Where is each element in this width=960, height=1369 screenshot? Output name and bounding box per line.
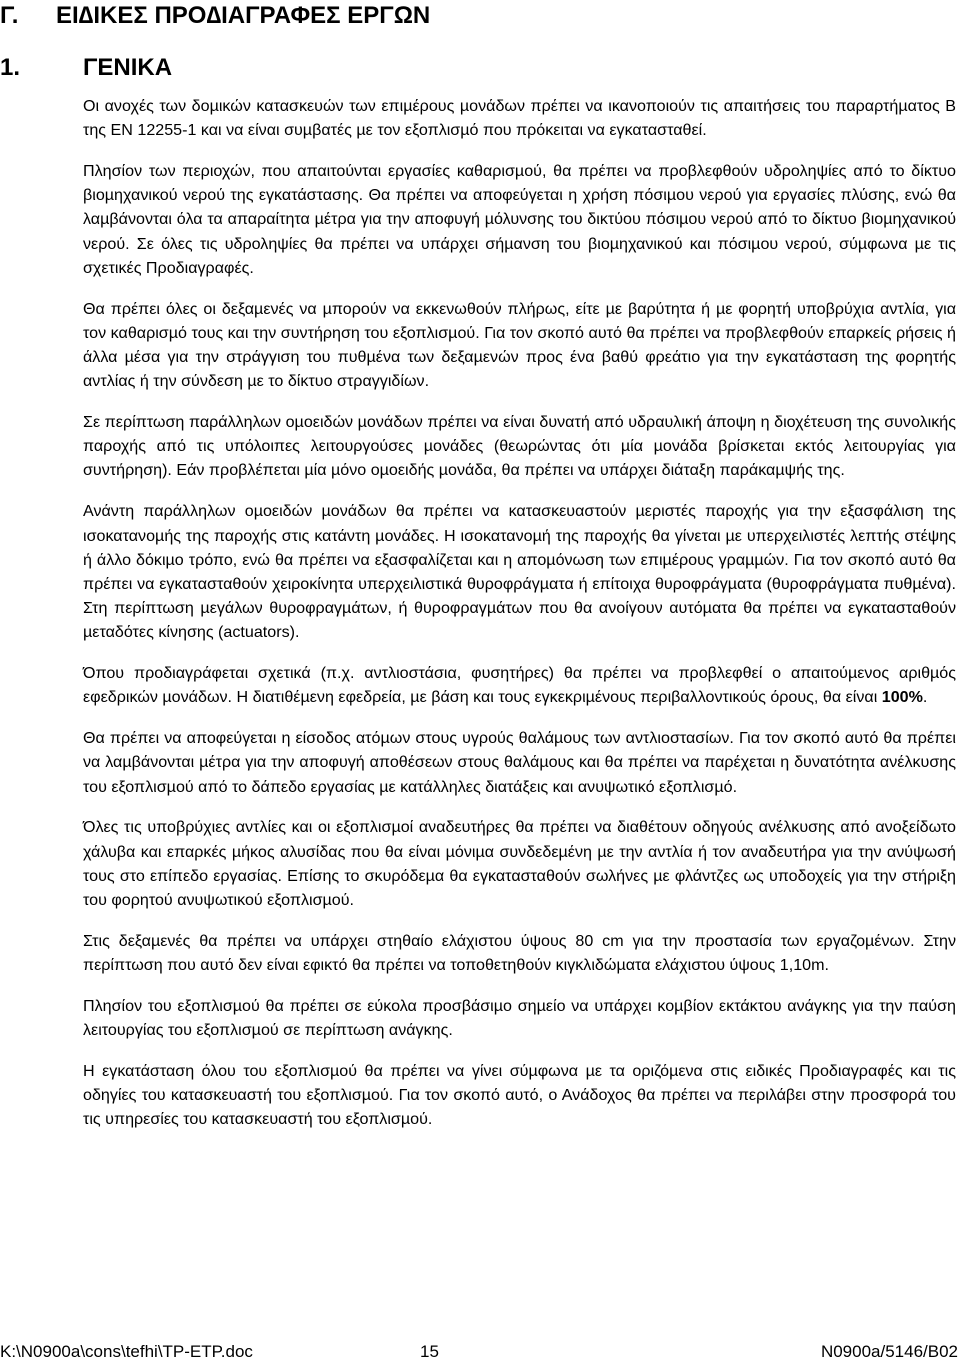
paragraph-tail: . [922,688,928,707]
paragraph: Πλησίον των περιοχών, που απαιτούνται εργασίες καθαρισµού, θα πρέπει να προβλεφθούν υδροληψίες από το δίκτυο βιοµηχανικού νερού της εγκατάστασης. Θα πρέπει να αποφεύγεται η χρήση πόσιµου νερού για εργασίες πλύσης, ενώ θα λαµβάνονται όλα τα απαραίτητα µέτρα για την αποφυγή µόλυνσης του δικτύου πόσιµου νερού από το δίκτυο βιοµηχανικού νερού. Σε όλες τις υδροληψίες θα πρέπει να υπάρχει σήµανση του βιοµηχανικού και πόσιµου νερού, σύµφωνα µε τις σχετικές Προδιαγραφές. [83,162,956,277]
bold-value: 100% [881,688,923,707]
paragraph: Στις δεξαµενές θα πρέπει να υπάρχει στηθαίο ελάχιστου ύψους 80 cm για την προστασία των εργαζοµένων. Στην περίπτωση που αυτό δεν είναι εφικτό θα πρέπει να τοποθετηθούν κιγκλιδώµατα ελάχιστου ύψους 1,10m. [83,931,956,975]
footer-doc-code: N0900a/5146/B02 [820,1342,958,1361]
paragraph: Θα πρέπει όλες οι δεξαµενές να µπορούν να εκκενωθούν πλήρως, είτε µε βαρύτητα ή µε φορητή υποβρύχια αντλία, για τον καθαρισµό τους και την συντήρηση του εξοπλισµού. Για τον σκοπό αυτό θα πρέπει να προβλεφθούν επαρκείς ρήσεις ή άλλα µέσα για την στράγγιση του πυθµένα των δεξαµενών προς ένα βαθύ φρεάτιο για την εγκατάσταση της φορητής αντλίας ή την σύνδεση µε το δίκτυο στραγγιδίων. [83,299,956,391]
paragraph: Οι ανοχές των δοµικών κατασκευών των επιµέρους µονάδων πρέπει να ικανοποιούν τις απαιτήσεις του παραρτήµατος Β της ΕΝ 12255-1 και να είναι συµβατές µε τον εξοπλισµό που πρόκειται να εγκατασταθεί. [83,97,956,140]
paragraph: Ανάντη παράλληλων οµοειδών µονάδων θα πρέπει να κατασκευαστούν µεριστές παροχής για την εξασφάλιση της ισοκατανοµής της παροχής στις κατάντη µονάδες. Η ισοκατανοµή της παροχής θα γίνεται µε υπερχειλιστές λεπτής στέψης ή άλλο δόκιµο τρόπο, ενώ θα πρέπει να εξασφαλίζεται και η αποµόνωση των επιµέρους γραµµών. Για τον σκοπό αυτό θα πρέπει να εγκατασταθούν χειροκίνητα υπερχειλιστικά θυροφράγµατα ή επίτοιχα θυροφράγµατα (θυροφράγµατα πυθµένα). Στη περίπτωση µεγάλων θυροφραγµάτων, ή θυροφραγµάτων που θα ανοίγουν αυτόµατα θα πρέπει να εγκατασταθούν µεταδότες κίνησης (actuators). [83,502,956,642]
paragraph: Η εγκατάσταση όλου του εξοπλισµού θα πρέπει να γίνει σύµφωνα µε τα οριζόµενα στις ειδικές Προδιαγραφές και τις οδηγίες του κατασκευαστή του εξοπλισµού. Για τον σκοπό αυτό, ο Ανάδοχος θα πρέπει να περιλάβει στην προσφορά του τις υπηρεσίες του κατασκευαστή του εξοπλισµού. [83,1062,956,1129]
paragraph: Θα πρέπει να αποφεύγεται η είσοδος ατόµων στους υγρούς θαλάµους των αντλιοστασίων. Για τον σκοπό αυτό θα πρέπει να λαµβάνονται µέτρα για την αποφυγή αποθέσεων στους θαλάµους και θα πρέπει να παρέχεται η δυνατότητα ανέλκυσης του εξοπλισµού από το δάπεδο εργασίας µε κατάλληλες διατάξεις και ανυψωτικό εξοπλισµό. [83,729,956,796]
page-footer [0,1340,958,1364]
paragraph-text: Όπου προδιαγράφεται σχετικά (π.χ. αντλιοστάσια, φυσητήρες) θα πρέπει να προβλεφθεί ο απαιτούµενος αριθµός εφεδρικών µονάδων. Η διατιθέµενη εφεδρεία, µε βάση και τους εγκεκριµένους περιβαλλοντικούς όρους, θα είναι [83,664,956,707]
section-heading [0,52,172,84]
chapter-title: ΕΙ∆ΙΚΕΣ ΠΡΟ∆ΙΑΓΡΑΦΕΣ ΕΡΓΩΝ [56,2,431,29]
section-title: ΓΕΝΙΚΑ [83,54,173,81]
paragraph: Όλες τις υποβρύχιες αντλίες και οι εξοπλισµοί αναδευτήρες θα πρέπει να διαθέτουν οδηγούς ανέλκυσης από ανοξείδωτο χάλυβα και επαρκές µήκος αλυσίδας που θα είναι µόνιµα συνδεδεµένη µε την αντλία ή τον αναδευτήρα για την ανύψωσή τους στο επίπεδο εργασίας. Επίσης το σκυρόδεµα θα εγκατασταθούν σωλήνες µε φλάντζες ως υποδοχείς για την στήριξη του φορητού ανυψωτικού εξοπλισµού. [83,818,956,909]
chapter-heading [0,0,430,32]
footer-file-path: K:\N0900a\cons\tefhi\TP-ETP.doc [0,1342,253,1361]
section-number: 1. [0,54,21,81]
paragraph: Σε περίπτωση παράλληλων οµοειδών µονάδων πρέπει να είναι δυνατή από υδραυλική άποψη η διοχέτευση της συνολικής παροχής από τις υπόλοιπες λειτουργούσες µονάδες (θεωρώντας ότι µία µονάδα βρίσκεται εκτός λειτουργίας για συντήρηση). Εάν προβλέπεται µία µόνο οµοειδής µονάδα, θα πρέπει να υπάρχει διάταξη παράκαµψής της. [83,413,956,480]
chapter-number: Γ. [0,2,19,29]
paragraph: Πλησίον του εξοπλισµού θα πρέπει σε εύκολα προσβάσιµο σηµείο να υπάρχει κοµβίον εκτάκτου ανάγκης για την παύση λειτουργίας του εξοπλισµού σε περίπτωση ανάγκης. [83,997,956,1040]
paragraph [83,661,956,709]
footer-page-number: 15 [420,1342,439,1361]
document-body [83,94,956,1148]
